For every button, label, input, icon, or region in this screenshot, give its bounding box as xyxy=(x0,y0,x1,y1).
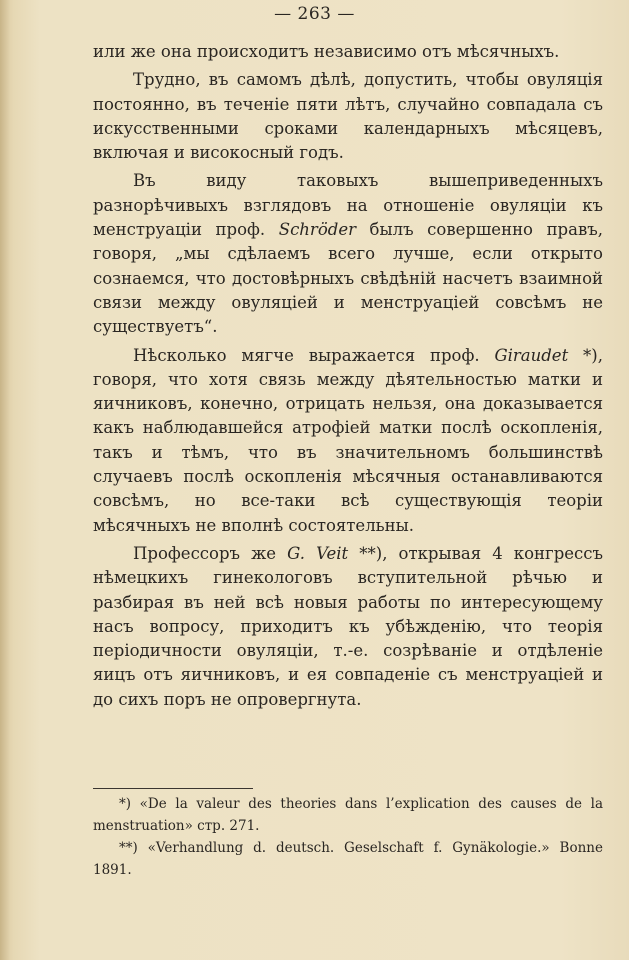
page-number: — 263 — xyxy=(274,4,355,24)
text-run: Въ виду таковыхъ вышеприведенныхъ разнорѣчивыхъ взглядовъ на отношеніе овуляціи къ менструаціи проф. xyxy=(93,171,603,240)
text-run: Нѣсколько мягче выражается проф. xyxy=(133,345,495,365)
footnote: **) «Verhandlung d. deutsch. Geselschaft f. Gynäkologie.» Bonne 1891. xyxy=(93,840,603,878)
paragraph xyxy=(93,344,603,538)
footnotes xyxy=(93,793,603,881)
italic-name: Schröder xyxy=(278,220,356,240)
footnote: *) «De la valeur des theories dans l’explication des causes de la menstruation» стр. 271. xyxy=(93,796,603,834)
text-run: или же она происходитъ независимо отъ мѣсячныхъ. xyxy=(93,42,560,61)
page-gutter-edge xyxy=(0,0,10,960)
text-run: Профессоръ же xyxy=(133,543,288,563)
paragraph xyxy=(93,68,603,165)
italic-name: Giraudet xyxy=(494,345,569,365)
italic-name: G. Veit xyxy=(287,543,349,563)
paragraph xyxy=(93,542,603,712)
paragraph xyxy=(93,169,603,339)
paragraph xyxy=(93,40,603,64)
text-run: былъ совершенно правъ, говоря, „мы сдѣлаемъ всего лучше, если открыто сознаемся, что достовѣрныхъ свѣдѣній насчетъ взаимной связи между овуляціей и менструаціей совсѣмъ не существуетъ“. xyxy=(93,220,603,337)
text-run: **), открывая 4 конгрессъ нѣмецкихъ гинекологовъ вступительной рѣчью и разбирая въ ней всѣ новыя работы по интересующему насъ вопросу, приходитъ къ убѣжденію, что теорія періодичности овуляціи, т.-е. созрѣваніе и отдѣленіе яицъ отъ яичниковъ, и ея совпаденіе съ менструаціей и до сихъ поръ не опровергнута. xyxy=(93,543,603,709)
text-run: *), говоря, что хотя связь между дѣятельностью матки и яичниковъ, конечно, отрицать нельзя, она доказывается какъ наблюдавшейся атрофіей матки послѣ оскопленія, такъ и тѣмъ, что въ значительномъ большинствѣ случаевъ послѣ оскопленія мѣсячныя останавливаются совсѣмъ, но все-таки всѣ существующія теоріи мѣсячныхъ не вполнѣ состоятельны. xyxy=(93,345,603,535)
footnote-separator xyxy=(93,788,253,789)
body-text xyxy=(93,40,603,712)
text-run: Трудно, въ самомъ дѣлѣ, допустить, чтобы овуляція постоянно, въ теченіе пяти лѣтъ, случайно совпадала съ искусственными сроками календарныхъ мѣсяцевъ, включая и високосный годъ. xyxy=(93,70,603,163)
